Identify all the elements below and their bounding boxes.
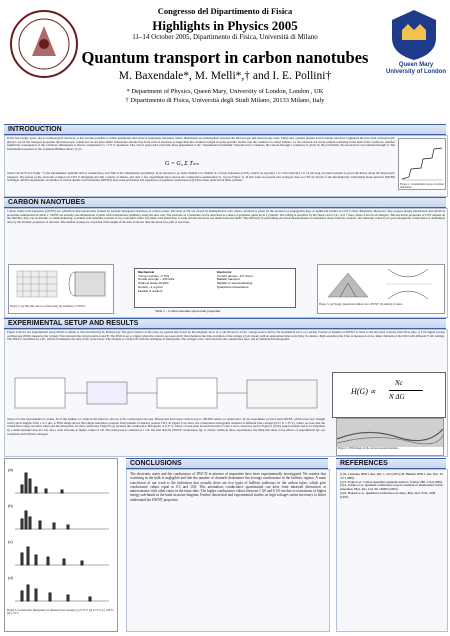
table-1-row: Young modulus ~1 TPa [138, 273, 170, 278]
figure-5-tem-image [337, 419, 443, 447]
section-experimental: EXPERIMENTAL SETUP AND RESULTS [4, 318, 446, 329]
table-1-mechanical [138, 271, 213, 293]
figure-3-band-structure [318, 265, 444, 303]
formula-denominator: N ΔG [389, 393, 405, 401]
poster-header [0, 0, 450, 122]
histogram-b [15, 511, 109, 529]
table-1-row: Flexible & resilient [138, 288, 163, 293]
panel-a-label: (a) [8, 467, 13, 472]
figure-6-histograms [5, 459, 117, 607]
panel-b-label: (b) [8, 503, 13, 508]
conference-title: Congresso del Dipartimento di Fisica [157, 6, 293, 16]
authors: M. Baxendale*, M. Melli*,† and I. E. Pollini† [118, 70, 332, 82]
table-1-row: Density ~1.4 g/cm³ [138, 284, 164, 289]
experimental-panel [4, 329, 448, 457]
panel-c-label: (c) [8, 539, 13, 544]
table-1 [134, 268, 296, 308]
figure-6-caption: Figure 6. Conductance histograms for different bias voltages: (a) 0.37 V; (b) 0.75 V; (c) 1.06 V; (d) 1.35 V. [7, 609, 114, 616]
introduction-panel [4, 135, 448, 197]
figure-2-caption: Figure 2. (a) The unit cell of a carbon tube; (b) examples of SWNT. [10, 305, 86, 308]
section-carbon-nanotubes: CARBON NANOTUBES [4, 197, 446, 208]
conclusions-panel [126, 469, 330, 632]
experimental-setup-diagram [7, 372, 327, 416]
histogram-d [15, 585, 109, 601]
carbon-nanotubes-panel [4, 208, 448, 318]
figure-1-caption: Figure 1. Conductance traces of carbon nanotubes. [400, 183, 444, 190]
queen-mary-logo [386, 6, 442, 62]
histogram-formula [332, 372, 446, 418]
conclusions-text: The electronic states and the conductance of DWCN in absence of impurities have been experimentally investigated. We assume that scattering in the bulk is negligible and that the number of channels determines the average conductance in the ballistic regime. A main conclusion of our work is the indication that actually there are two types of ballistic pathways in the carbon tubes, which give conductance values equal to 0.5 and 1G0. This anomalous conductance quantization can arise from intrawall interaction or antiresonance with other states in the inner tube. The higher conductance values between 1 G0 and 6 G0 are due to excitations of higher energy sub-bands in the band structure diagram. Further theoretical and experimental studies on high voltages seems necessary to better understand the DWNT properties. [130, 472, 326, 502]
experimental-text-2: where N is the total number of counts, Nc is the number of counts in the interval, and ΔG is the conductance bin size. Histograms have been collected up to 100,000 values of conductance. In our experiment we have used DWNT, which were very straight with typical lengths from 1 to 5 μm. A TEM image shows that single nanotubes protrude from bundles of densely packed CNT. In Figure 6 we show the conductance histograms obtained at different bias voltages (0.37 to 1.35 V), where we note that the conductance range becomes wider and the histograms are more structured. Figure 6 (a) presents the conductance histograms at 0.37 V, where a broad peak located between 0.3 and 1 G0 is observed, and in Figure 6 (b) the peak broadens and is accompanied by a small shoulder near 0.5 G0, and a wide structure at higher values of G0. The main peak is centered at 1 G0. We find that the DWNT conductance QC is clearly visible in these experiments. We think that these novel effects of experimental QC are consistent with ballistic transport. [7, 418, 325, 436]
references-list [340, 473, 444, 500]
table-1-electronic-title: Electronic [217, 270, 232, 274]
landauer-formula: G = G₀ Σ Tₙₘ [165, 161, 199, 167]
table-1-caption: Table 1 – Carbon nanotube spectacular properties [155, 309, 221, 313]
paper-title: Quantum transport in carbon nanotubes [81, 48, 369, 67]
section-references: REFERENCES [336, 458, 446, 469]
reference-item: [4] K. Hansen et al., Quantized conductance in relays, Phys. Rev. B 62, 2208 (1997). [340, 490, 436, 499]
table-1-row: Ballistic transport [217, 277, 240, 282]
introduction-text-2: where G0=2e²/h (12.9 kΩ)⁻¹ is the fundamental quantum unit of conductance, and Tnm is the transmission probability. In an electron to go from channel n to channel m. Carbon nanotubes (CNT), which are typically 1 to 5 nm wide and 1 to 10 μm long, are ideal systems to prove the theory about the mesoscopic transport. The nature of the electronic transport in CNT is intriguing and still a matter of debate, and only a few experiments have shown the conductance quantization [2, 3] (see Figure 1). In this work we present new transport data on CNT by means of the mechanically controllable break junction (MCBJ) technique. MCBJ experiments on bundles of carbon double wall nanotubes (DWNT) have been performed and signatures of quantum conductance (QC) have been observed in these systems. [7, 172, 395, 183]
panel-d-label: (d) [8, 575, 13, 580]
table-1-row: Quantized conductance [217, 284, 249, 289]
section-introduction: INTRODUCTION [4, 124, 446, 135]
references-panel [336, 469, 448, 632]
queen-mary-logo-text: Queen Mary University of London [386, 62, 446, 75]
figure-1 [398, 138, 446, 190]
table-1-row: Strain at break 10-20% [138, 281, 169, 286]
affiliation-2: † Dipartimento di Fisica, Università degli Studi Milano, 20133 Milano, Italy [125, 97, 325, 104]
table-1-electronic [217, 271, 292, 290]
table-1-mechanical-title: Mechanical [138, 270, 155, 274]
figure-1-plot [399, 139, 445, 183]
reference-item: [2] S. Frank et al., Carbon nanotubes quantum resistors, Science 280, 1744 (1998). [340, 479, 443, 484]
introduction-text-1: In the last twenty years, due to technological advances, it has become possible to build, manipulate and observe nanometer structures whose dimensions are intermediate between the microscopic and macroscopic ones. These new systems present novel features and have originated the new field of mesoscopic physics. As for the transport properties the mesoscopic conductors do not have ohmic behaviours and the flux from each of electrons is larger than the conductor length in some systems. In this case the conductor is called ballistic, i.e. the electron can travel without scattering in the bulk of the conductor. Another significant consequence of the conductor dimensions is that its conductance G = I/V is quantized. The correct approach to describe these phenomena is the "transmission formalism" introduced by Landauer; the current through a conductor is given by the probability that an electron can transmit through it. The fundamental equation of the Landauer-Büttiker theory [1] is: [7, 137, 395, 152]
formula-numerator: Nc [395, 379, 403, 387]
figure-2 [8, 264, 114, 314]
experimental-text-1: Figure 4 shows our experimental setup which is similar to that described by K. Hansen [4]. The gold contacts of the relay are opened and closed by the magnetic force of a coil driven by an AC voltage source and by the mechanical force of a spring. Powder of bundles of DWNT is stuck to the electrical contacts with silver glue. A 6 bit digital storage oscilloscope (DSO) measures the voltage Vdso between the circuit points A and B. The DSO is set to trigger when the contacts are open and it then monitors the time evolution of the voltage (cycle mean) with an appropriate time scale (ms). To obtain a high resolution the Vdso is measured on two input channels of the DSO with different V/div settings. The DSO is controlled by a PC, which accumulates the data of the cycle traces. The analysis is carried out with the technique of histograms. The voltages were converted into the conductance trace and accumulated in histograms. [7, 331, 445, 342]
figure-3 [317, 264, 445, 314]
affiliation-1: * Department of Physics, Queen Mary, University of London, London , UK [126, 88, 324, 95]
reference-item: [3] A. Urbina et al., Quantum conductance steps in solutions of multiwalled carbon nanotubes, Phys. Rev. Lett. 90, 106603 (2003). [340, 483, 443, 492]
event-dates: 11–14 October 2005, Dipartimento di Fisica, Università di Milano [132, 33, 318, 41]
reference-item: [1] R. Landauer, IBM J. Res. Dev. 1, 223 (1957); M. Büttiker, IBM J. Res. Dev. 32, 317 (1988). [340, 472, 444, 480]
figure-6 [4, 458, 118, 632]
figure-2-nanotube-illustration [9, 265, 113, 305]
histogram-a [15, 473, 109, 493]
histogram-c [15, 547, 109, 565]
figure-3-caption: Figure 3. (a) Energy dispersion relations for a SWNT; (b) density of states. [319, 303, 403, 306]
university-seal-logo [8, 6, 80, 82]
formula-fraction-bar [389, 390, 423, 391]
carbon-nanotubes-text: Carbon single wall nanotubes (SWNT) are cylindrical macromolecules formed by periodic hexagonal structures of carbon atoms. The ends of NT are closed by hemispherical caps whose curvature is given by the presence of pentagonal rings. A significant feature of CNT is their dimension. Moreover, they possess unique mechanical and electrical properties summarized in Table 1. SWNT are actually one-dimensional crystals with translational symmetry along the tube axis. The structure of a nanotube can be described as a sheet of graphene rolled up in a cylinder. The rolling is specified by the chiral vector Ch = na1 + ma2, where n and m are integers. The electronic properties of CNT depend on the chirality: they can be metallic or semiconducting. A double wall nanotube consists of two concentric tubes; the inner-wall interaction is weak and the electrons can tunnel between shells. The difficulty in performing electrical measurements on nanotubes arises from the contacts, but when the contacts are good enough the conductance is determined only by the intrinsic properties of the tube. The ballistic transport is expected if the length of the tube is shorter than the mean free path of electrons. [7, 210, 445, 225]
table-1-row: Metallic or semiconducting [217, 281, 253, 286]
table-1-row: Tensile strength ~ 100 GPa [138, 277, 175, 282]
experimental-setup-schematic [7, 372, 327, 416]
event-title: Highlights in Physics 2005 [152, 18, 298, 33]
formula-lhs: H(G) ∝ [351, 387, 376, 396]
table-1-row: Current density ~10⁹ A/cm² [217, 273, 254, 278]
figure-5-caption: Figure 5. TEM image of the carbon nanotube bundles. [338, 447, 399, 450]
section-conclusions: CONCLUSIONS [126, 458, 328, 469]
figure-5 [336, 418, 444, 456]
